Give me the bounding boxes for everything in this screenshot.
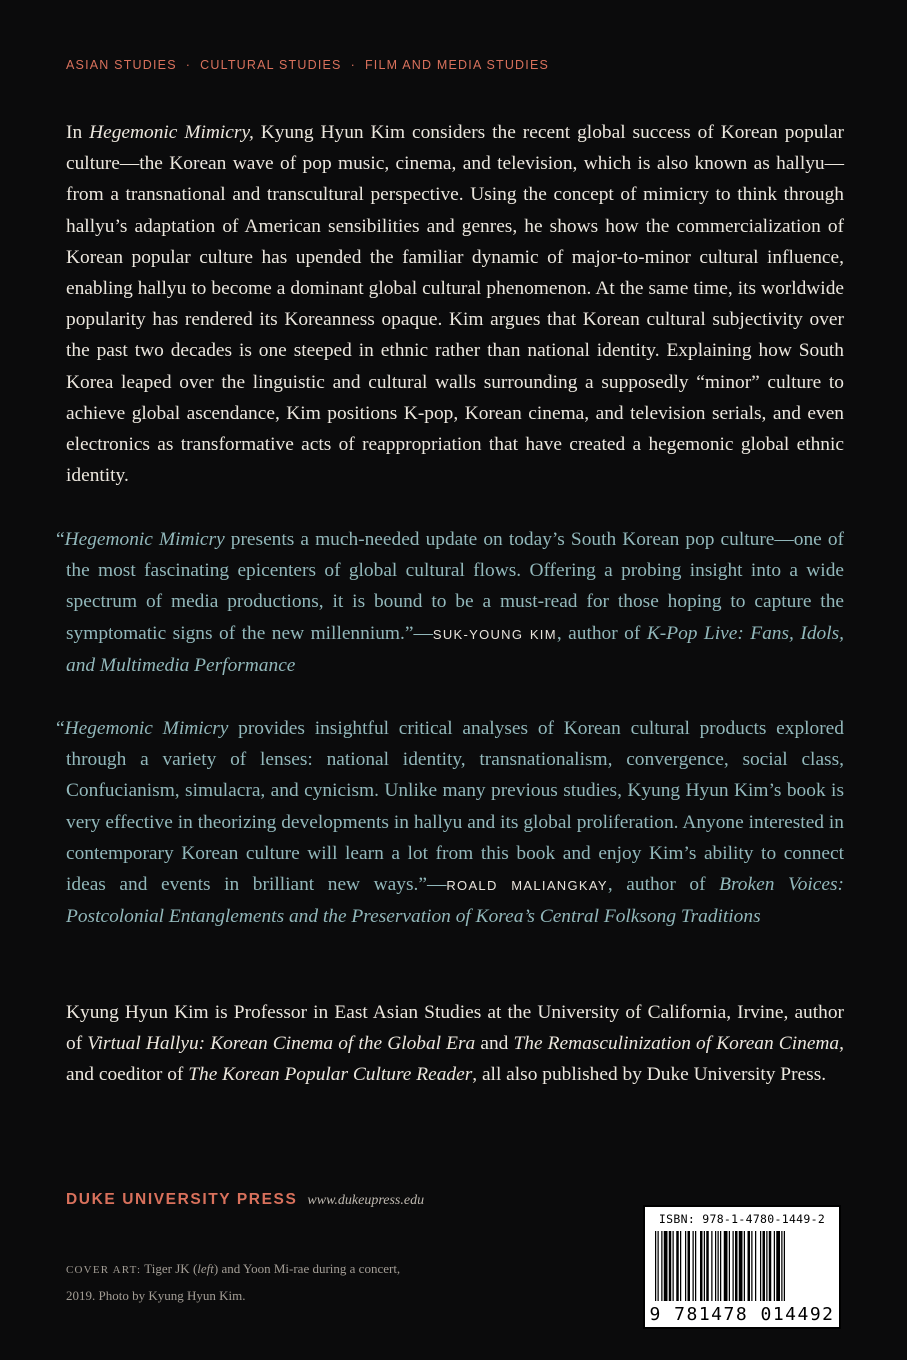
blurb-author: ROALD MALIANGKAY [446, 878, 608, 894]
barcode-bar [661, 1231, 662, 1301]
publisher-line [66, 1189, 424, 1209]
publisher-url: www.dukeupress.edu [307, 1193, 425, 1208]
barcode-bar [669, 1231, 672, 1301]
blurb-author: SUK-YOUNG KIM [432, 626, 557, 642]
barcode-digits: 9 781478 014492 [649, 1304, 835, 1325]
bio-book-3: The Korean Popular Culture Reader [188, 1064, 473, 1086]
barcode-bar [774, 1231, 775, 1301]
barcode-bar [781, 1231, 782, 1301]
blurb-affiliation: , author of [607, 874, 720, 896]
barcode-bar [658, 1231, 659, 1301]
subject-cultural-studies: CULTURAL STUDIES [200, 58, 342, 72]
book-description [66, 117, 844, 491]
bio-book-1: Virtual Hallyu: Korean Cinema of the Global Era [87, 1033, 476, 1055]
barcode-bar [693, 1231, 694, 1301]
bio-text: Kyung Hyun Kim is Professor in East Asian Studies at the University of California, Irvine, author of [66, 1002, 844, 1055]
isbn-barcode [643, 1205, 841, 1329]
barcode-bar [695, 1231, 696, 1301]
barcode-bar [704, 1231, 705, 1301]
cover-art-credit [66, 1256, 426, 1309]
barcode-bar [784, 1231, 785, 1301]
barcode-bar [735, 1231, 738, 1301]
blurb-affiliation: , author of [556, 622, 647, 644]
cover-art-text: Tiger JK ( [141, 1261, 198, 1276]
barcode-bar [724, 1231, 728, 1301]
blurb-author-book: Broken Voices: Postcolonial Entanglements and the Preservation of Korea’s Central Folksong Traditions [66, 874, 844, 928]
barcode-bars [653, 1231, 831, 1303]
barcode-bar [688, 1231, 691, 1301]
barcode-bar [751, 1231, 752, 1301]
description-book-title: Hegemonic Mimicry, [89, 122, 254, 143]
cover-art-left: left [197, 1261, 214, 1276]
barcode-bar [700, 1231, 703, 1301]
author-bio [66, 997, 844, 1091]
subject-categories [66, 58, 549, 72]
barcode-bar [655, 1231, 656, 1301]
barcode-bar [673, 1231, 674, 1301]
barcode-bar [711, 1231, 712, 1301]
blurb-text: presents a much-needed update on today’s South Korean pop culture—one of the most fascinating epicenters of global cultural flows. Offering a probing insight into a wide spectrum of media productions, it is bound to be a must-read for those hoping to capture the symptomatic signs of the new millennium.”— [66, 529, 844, 644]
blurb-book-title: Hegemonic Mimicry [64, 529, 225, 550]
barcode-bar [760, 1231, 761, 1301]
blurb-text: provides insightful critical analyses of Korean cultural products explored through a variety of lenses: national identity, transnationalism, convergence, social class, Confucianism, simulacra, and cynicism. Unlike many previous studies, Kyung Hyun Kim’s book is very effective in theorizing developments in hallyu and its global proliferation. Anyone interested in contemporary Korean culture will learn a lot from this book and enjoy Kim’s ability to connect ideas and events in brilliant new ways.”— [66, 718, 844, 896]
barcode-bar [739, 1231, 743, 1301]
bio-text: , all also published by Duke University Press. [472, 1064, 827, 1086]
isbn-label: ISBN: 978-1-4780-1449-2 [658, 1212, 826, 1226]
cover-art-label: COVER ART: [66, 1264, 142, 1276]
blurb-author-book: K-Pop Live: Fans, Idols, and Multimedia Performance [66, 622, 844, 676]
barcode-bar [720, 1231, 721, 1301]
barcode-bar [685, 1231, 686, 1301]
barcode-bar [718, 1231, 719, 1301]
subject-separator: · [185, 58, 192, 72]
barcode-bar [680, 1231, 681, 1301]
subject-separator: · [350, 58, 356, 72]
subject-asian-studies: ASIAN STUDIES [66, 58, 177, 72]
barcode-bar [729, 1231, 730, 1301]
barcode-bar [664, 1231, 668, 1301]
publisher-name: DUKE UNIVERSITY PRESS [66, 1191, 298, 1208]
barcode-bar [769, 1231, 772, 1301]
blurb-open-quote: “ [56, 718, 65, 739]
blurb-open-quote: “ [56, 529, 65, 550]
subject-film-media-studies: FILM AND MEDIA STUDIES [364, 58, 550, 72]
barcode-bar [748, 1231, 751, 1301]
barcode-bar [776, 1231, 780, 1301]
barcode-bar [706, 1231, 709, 1301]
description-intro: In [66, 122, 90, 143]
barcode-bar [715, 1231, 716, 1301]
barcode-bar [744, 1231, 745, 1301]
barcode-bar [733, 1231, 734, 1301]
bio-text: and [475, 1033, 514, 1055]
blurb-roald-maliangkay [56, 713, 844, 932]
barcode-bar [755, 1231, 756, 1301]
bio-text: , and coeditor of [66, 1033, 844, 1086]
description-body: Kyung Hyun Kim considers the recent global success of Korean popular culture—the Korean wave of pop music, cinema, and television, which is also known as hallyu—from a transnational and transcultural perspective. Using the concept of mimicry to think through hallyu’s adaptation of American sensibilities and genres, he shows how the commercialization of Korean popular culture has upended the familiar dynamic of major-to-minor cultural influence, enabling hallyu to become a dominant global cultural phenomenon. At the same time, its worldwide popularity has rendered its Koreanness opaque. Kim argues that Korean cultural subjectivity over the past two decades is one steeped in ethnic rather than national identity. Explaining how South Korea leaped over the linguistic and cultural walls surrounding a supposedly “minor” culture to achieve global ascendance, Kim positions K-pop, Korean cinema, and television serials, and even electronics as transformative acts of reappropriation that have created a hegemonic global ethnic identity. [66, 122, 844, 487]
blurb-suk-young-kim [56, 524, 844, 681]
bio-book-2: The Remasculinization of Korean Cinema [513, 1033, 840, 1055]
barcode-bar [676, 1231, 679, 1301]
barcode-bar [763, 1231, 766, 1301]
blurb-book-title: Hegemonic Mimicry [64, 718, 229, 739]
barcode-bar [766, 1231, 767, 1301]
cover-art-text: ) and Yoon Mi-rae during a concert, 2019. Photo by Kyung Hyun Kim. [66, 1261, 401, 1303]
